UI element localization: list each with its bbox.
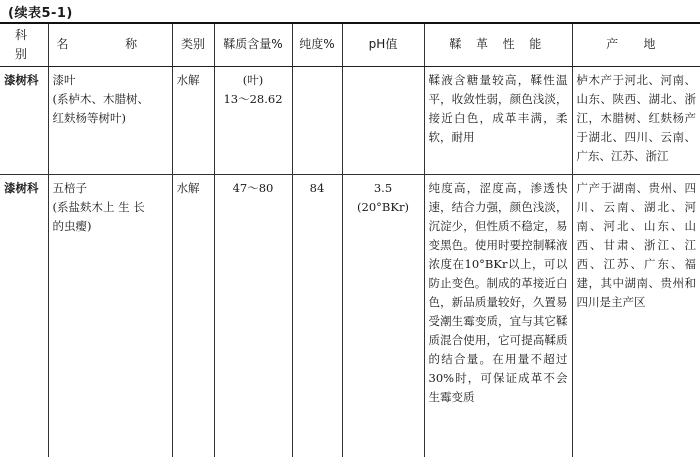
header-tannin-content: 鞣质含量% <box>214 23 292 66</box>
tannin-line: 47～80 <box>232 180 274 195</box>
cell-tannin-content <box>214 174 292 457</box>
name-line: (系盐麸木上 生 长 <box>52 199 145 214</box>
header-origin: 产 地 <box>572 23 700 66</box>
table-header-row <box>0 23 700 66</box>
ph-line: (20°BKr) <box>357 199 409 214</box>
header-family: 科 别 <box>0 23 48 66</box>
header-purity: 纯度% <box>292 23 342 66</box>
tannin-line: 13～28.62 <box>223 91 283 106</box>
cell-origin: 栌木产于河北、河南、山东、陕西、湖北、浙江，木腊树、红麸杨产于湖北、四川、云南、广东、江苏、浙江 <box>572 66 700 174</box>
cell-origin: 广产于湖南、贵州、四川、云南、湖北、河南、河北、山东、山西、甘肃、浙江、江西、江苏、广东、福建，其中湖南、贵州和四川是主产区 <box>572 174 700 457</box>
cell-type: 水解 <box>172 66 214 174</box>
name-line: 的虫瘿) <box>52 218 92 233</box>
table-caption: (续表5-1) <box>8 6 73 21</box>
cell-family: 漆树科 <box>0 174 48 457</box>
header-ph: pH值 <box>342 23 424 66</box>
cell-purity <box>292 66 342 174</box>
cell-ph <box>342 174 424 457</box>
name-line: 漆叶 <box>52 72 76 87</box>
header-name: 名 称 <box>48 23 172 66</box>
cell-type: 水解 <box>172 174 214 457</box>
name-line: 红麸杨等树叶) <box>52 110 126 125</box>
tanning-materials-table <box>0 22 700 457</box>
cell-tanning-performance: 鞣液含糖量较高，鞣性温平，收敛性弱，颜色浅淡，接近白色，成革丰满，柔软，耐用 <box>424 66 572 174</box>
table-row <box>0 66 700 174</box>
name-line: 五棓子 <box>52 180 87 195</box>
tannin-line: (叶) <box>242 72 264 87</box>
ph-line: 3.5 <box>373 180 393 195</box>
cell-name <box>48 174 172 457</box>
cell-tanning-performance: 纯度高，涩度高，渗透快速，结合力强，颜色浅淡，沉淀少，但性质不稳定，易变黑色。使用时要控制鞣液浓度在10°BKr以上，可以防止变色。制成的革接近白色，新品质量较好，久置易受潮生霉变质，宜与其它鞣质混合使用，它可提高鞣质的结合量。在用量不超过30%时，可保证成革不会生霉变质 <box>424 174 572 457</box>
name-line: (系栌木、木腊树、 <box>52 91 149 106</box>
header-type: 类别 <box>172 23 214 66</box>
cell-family: 漆树科 <box>4 72 39 87</box>
cell-name <box>48 66 172 174</box>
cell-purity: 84 <box>292 174 342 457</box>
cell-ph <box>342 66 424 174</box>
cell-tannin-content <box>214 66 292 174</box>
table-row <box>0 174 700 457</box>
header-tanning-performance: 鞣 革 性 能 <box>424 23 572 66</box>
